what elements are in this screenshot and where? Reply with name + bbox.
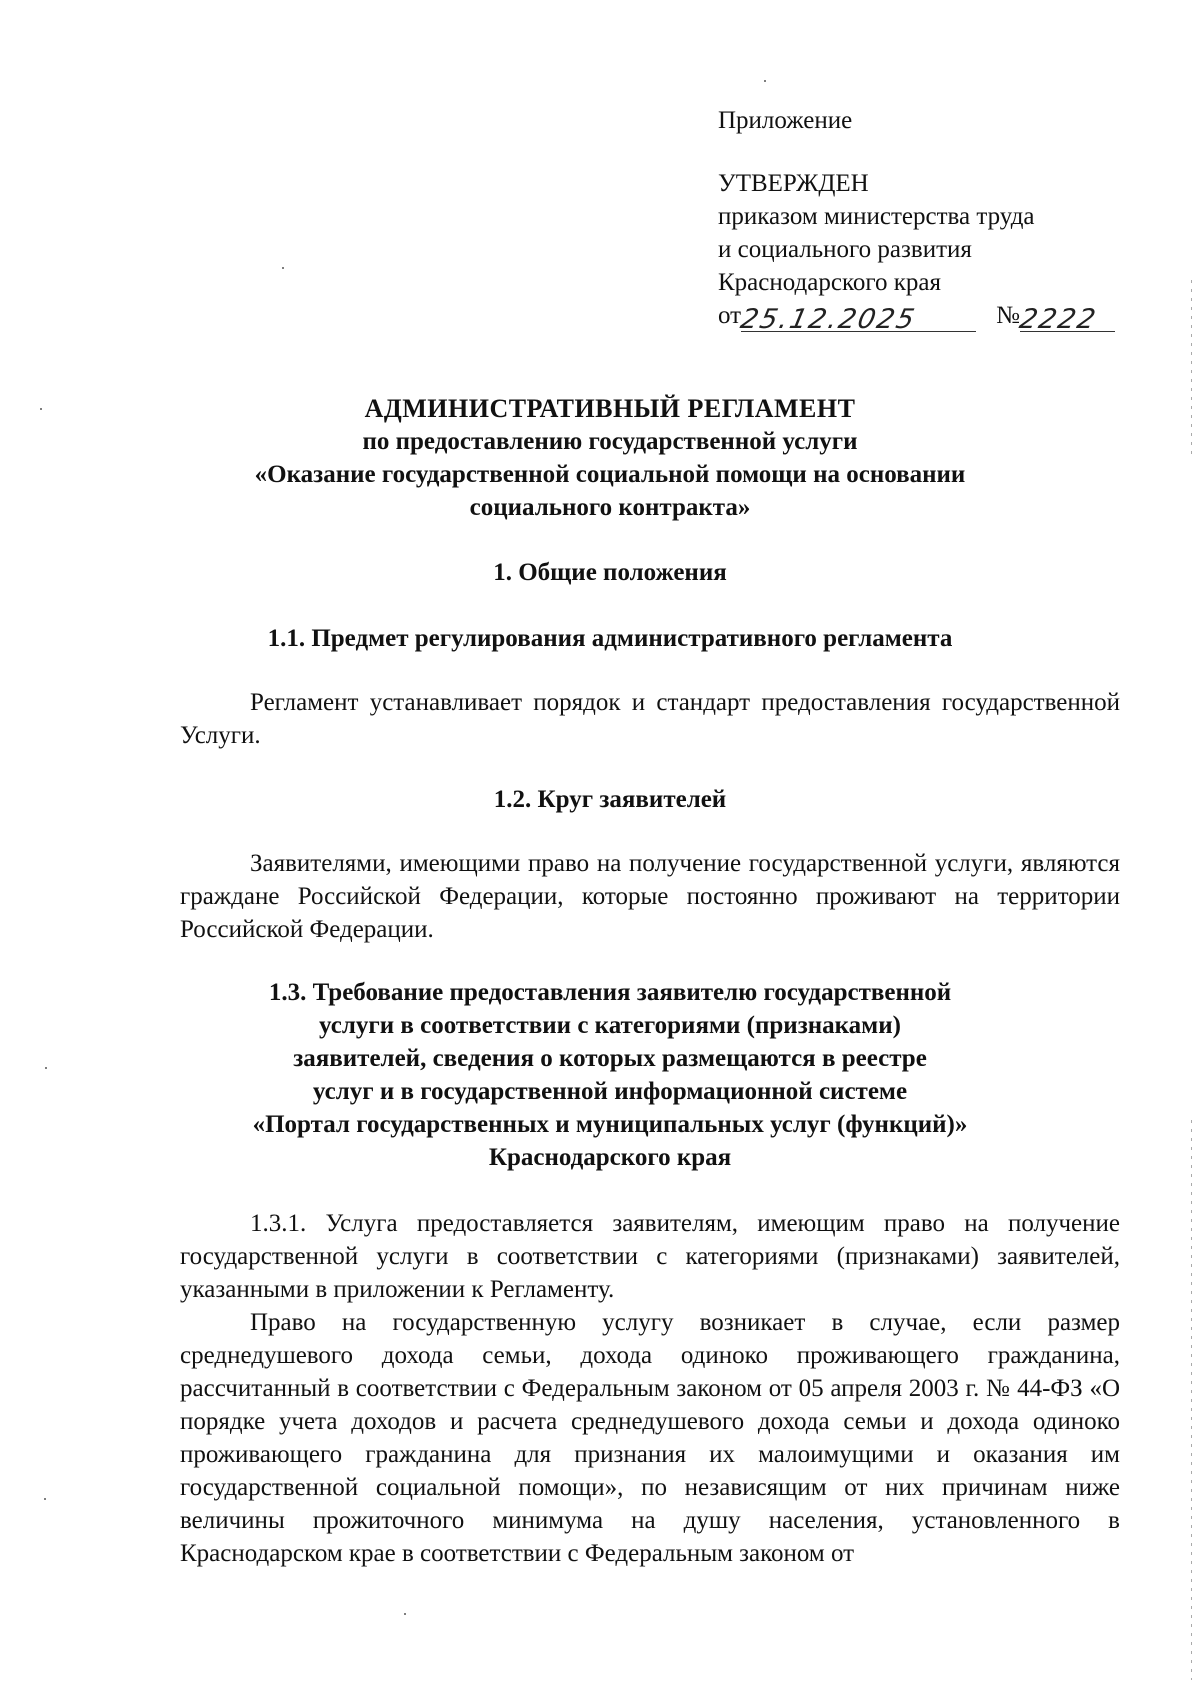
section-1-3-right-text bbox=[180, 1306, 1120, 1570]
approval-line-3: Краснодарского края bbox=[718, 269, 941, 296]
section-1-3-heading-line: «Портал государственных и муниципальных услуг (функций)» bbox=[252, 1111, 968, 1138]
section-1-1-heading: 1.1. Предмет регулирования административного регламента bbox=[267, 625, 953, 652]
document-title bbox=[160, 392, 1060, 524]
approved-label: УТВЕРЖДЕН bbox=[718, 170, 869, 197]
title-line-3: «Оказание государственной социальной помощи на основании bbox=[254, 461, 966, 488]
date-number-line bbox=[718, 299, 1138, 335]
title-line-2: по предоставлению государственной услуги bbox=[362, 428, 858, 455]
section-1-2-heading: 1.2. Круг заявителей bbox=[493, 786, 727, 813]
scan-edge-mark bbox=[1191, 280, 1192, 460]
approval-line-2: и социального развития bbox=[718, 236, 972, 263]
section-1-2-text bbox=[180, 847, 1120, 946]
scan-speck bbox=[45, 1067, 47, 1069]
section-1-3-right-text-content: Право на государственную услугу возникает в случае, если размер среднедушевого дохода семьи, дохода одиноко проживающего гражданина, рассчитанный в соответствии с Федеральным законом от 05 апреля 2003 г. № 44-ФЗ «О порядке учета доходов и расчета среднедушевого дохода семьи и дохода одиноко проживающего гражданина для признания их малоимущими и оказания им государственной социальной помощи», по независящим от них причинам ниже величины прожиточного минимума на душу населения, установленного в Краснодарском крае в соответствии с Федеральным законом от bbox=[180, 1309, 1120, 1567]
section-1-3-1-text-content: 1.3.1. Услуга предоставляется заявителям, имеющим право на получение государственной услуги в соответствии с категориями (признаками) заявителей, указанными в приложении к Регламенту. bbox=[180, 1210, 1120, 1303]
handwritten-date: 25.12.2025 bbox=[737, 304, 919, 335]
title-line-4: социального контракта» bbox=[469, 494, 751, 521]
number-blank bbox=[1016, 303, 1115, 335]
approval-block bbox=[718, 104, 1138, 335]
section-1-3-heading-line: Краснодарского края bbox=[488, 1144, 732, 1171]
scan-speck bbox=[764, 80, 766, 82]
section-1-1-text-content: Регламент устанавливает порядок и стандарт предоставления государственной Услуги. bbox=[180, 689, 1120, 749]
section-1-3-heading-line: услуги в соответствии с категориями (признаками) bbox=[319, 1012, 901, 1039]
section-1-2-text-content: Заявителями, имеющими право на получение государственной услуги, являются граждане Российской Федерации, которые постоянно проживают на территории Российской Федерации. bbox=[180, 850, 1120, 943]
date-prefix: от bbox=[718, 302, 742, 329]
title-line-1: АДМИНИСТРАТИВНЫЙ РЕГЛАМЕНТ bbox=[364, 394, 856, 423]
scan-edge-mark bbox=[1191, 1120, 1192, 1680]
section-1-heading: 1. Общие положения bbox=[493, 559, 727, 586]
scan-speck bbox=[44, 1498, 46, 1500]
date-blank bbox=[737, 303, 976, 335]
scan-speck bbox=[404, 1613, 406, 1615]
section-1-3-heading bbox=[160, 976, 1060, 1174]
scan-speck bbox=[282, 267, 284, 269]
appendix-label: Приложение bbox=[718, 107, 853, 134]
section-1-3-1-text bbox=[180, 1207, 1120, 1306]
section-1-3-heading-line: услуг и в государственной информационной системе bbox=[312, 1078, 908, 1105]
number-prefix: № bbox=[996, 302, 1020, 329]
approval-line-1: приказом министерства труда bbox=[718, 203, 1035, 230]
section-1-3-heading-line: 1.3. Требование предоставления заявителю государственной bbox=[268, 979, 952, 1006]
handwritten-number: 2222 bbox=[1016, 304, 1100, 335]
section-1-1-text bbox=[180, 686, 1120, 752]
scan-speck bbox=[40, 408, 42, 410]
section-1-3-heading-line: заявителей, сведения о которых размещаются в реестре bbox=[293, 1045, 927, 1072]
